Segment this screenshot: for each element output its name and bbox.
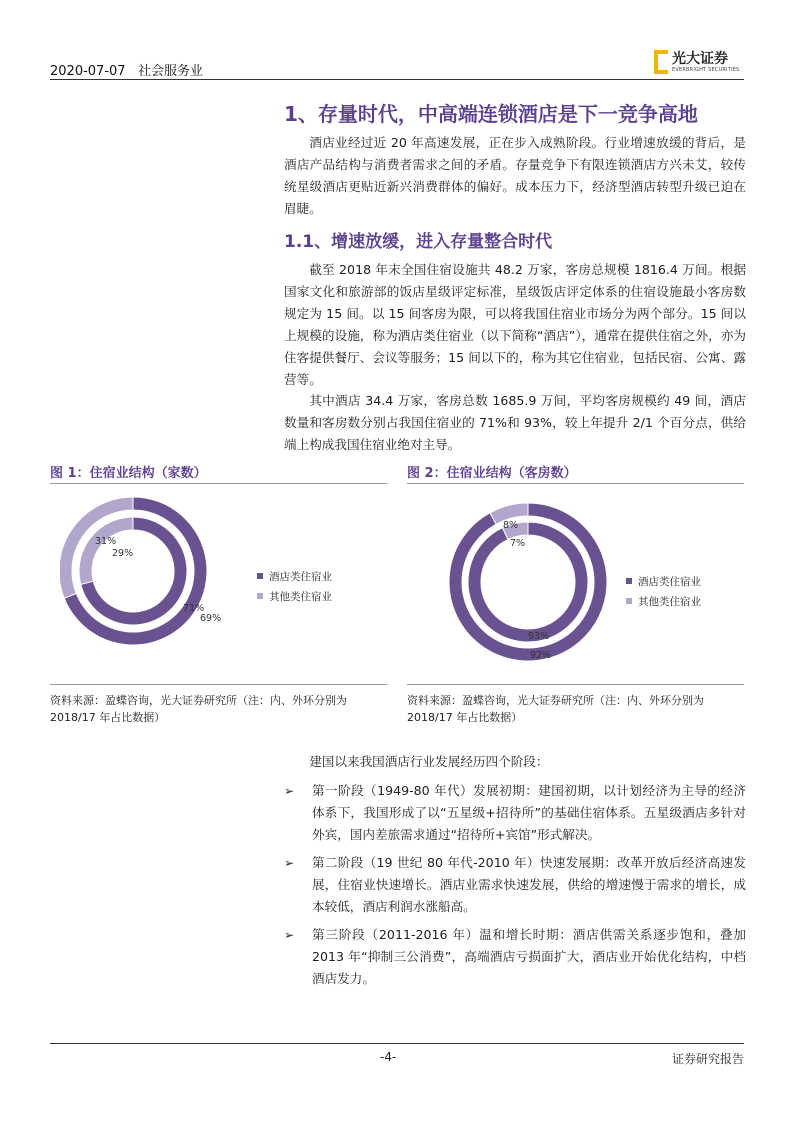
stage-3-text: 第三阶段（2011-2016 年）温和增长时期：酒店供需关系逐步饱和，叠加 2013 年“抑制三公消费”，高端酒店亏损面扩大，酒店业开始优化结构，中档酒店发力。 bbox=[312, 927, 746, 986]
stage-2-text: 第二阶段（19 世纪 80 年代-2010 年）快速发展期：改革开放后经济高速发展，住宿业快速增长。酒店业需求快速发展，供给的增速慢于需求的增长，成本较低，酒店利润水涨船高。 bbox=[312, 855, 746, 914]
logo-cn-text: 光大证券 bbox=[672, 50, 728, 67]
document-type: 证券研究报告 bbox=[672, 1052, 745, 1066]
footer-rule bbox=[50, 1043, 744, 1044]
company-logo bbox=[654, 50, 739, 74]
legend-label-hotel: 酒店类住宿业 bbox=[638, 575, 701, 588]
logo-icon bbox=[654, 50, 668, 74]
legend-item-hotel bbox=[257, 566, 332, 586]
figure-1-source: 资料来源：盈蝶咨询，光大证券研究所（注：内、外环分别为2018/17 年占比数据） bbox=[50, 694, 347, 724]
figure-2-title: 图 2：住宿业结构（客房数） bbox=[407, 466, 577, 481]
stage-1-text: 第一阶段（1949-80 年代）发展初期：建国初期，以计划经济为主导的经济体系下，我国形成了以“五星级+招待所”的基础住宿体系。五星级酒店多针对外宾，国内差旅需求通过“招待所+宾馆”形式解决。 bbox=[312, 783, 746, 842]
figure-2-chart bbox=[438, 498, 638, 673]
legend-label-hotel: 酒店类住宿业 bbox=[269, 570, 332, 583]
report-sector: 社会服务业 bbox=[137, 64, 203, 79]
figure-1-title: 图 1：住宿业结构（家数） bbox=[50, 466, 207, 481]
figure-2-top-rule bbox=[407, 483, 744, 484]
legend-swatch-hotel bbox=[626, 578, 632, 584]
logo-en-text: EVERBRIGHT SECURITIES bbox=[672, 66, 740, 73]
figure-1-label-outer-other: 31% bbox=[95, 536, 117, 547]
legend-swatch-other bbox=[257, 593, 263, 599]
page-number: -4- bbox=[380, 1050, 397, 1064]
legend-item-hotel bbox=[626, 571, 701, 591]
figure-1-bottom-rule bbox=[50, 684, 387, 685]
arrow-bullet-icon: ➢ bbox=[284, 928, 295, 942]
figure-1-label-outer-hotel: 69% bbox=[200, 613, 222, 624]
figure-2-label-inner-other: 7% bbox=[510, 538, 526, 549]
section-1-title: 1、存量时代，中高端连锁酒店是下一竞争高地 bbox=[284, 102, 698, 126]
stage-item bbox=[284, 924, 746, 990]
legend-item-other bbox=[626, 591, 701, 611]
figure-2-source: 资料来源：盈蝶咨询，光大证券研究所（注：内、外环分别为2018/17 年占比数据） bbox=[407, 694, 704, 724]
legend-label-other: 其他类住宿业 bbox=[638, 595, 701, 608]
legend-swatch-hotel bbox=[257, 573, 263, 579]
arrow-bullet-icon: ➢ bbox=[284, 856, 295, 870]
figure-1-label-inner-other: 29% bbox=[112, 548, 134, 559]
arrow-bullet-icon: ➢ bbox=[284, 784, 295, 798]
figure-1-top-rule bbox=[50, 483, 387, 484]
section-1-paragraph: 酒店业经过近 20 年高速发展，正在步入成熟阶段。行业增速放缓的背后，是酒店产品结构与消费者需求之间的矛盾。存量竞争下有限连锁酒店方兴未艾，较传统星级酒店更贴近新兴消费群体的偏好。成本压力下，经济型酒店转型升级已迫在眉睫。 bbox=[284, 135, 746, 216]
section-1-1-title: 1.1、增速放缓，进入存量整合时代 bbox=[284, 232, 553, 252]
inner-ring-slice-hotel bbox=[468, 522, 588, 642]
figure-1-legend bbox=[257, 566, 332, 606]
section-1-1-paragraph-2: 其中酒店 34.4 万家，客房总数 1685.9 万间，平均客房规模约 49 间，酒店数量和客房数分别占我国住宿业的 71%和 93%，较上年提升 2/1 个百分点，供给端上构成我国住宿业绝对主导。 bbox=[284, 393, 746, 452]
report-date: 2020-07-07 bbox=[50, 64, 126, 79]
figure-1-chart bbox=[60, 495, 260, 665]
stages-intro: 建国以来我国酒店行业发展经历四个阶段： bbox=[309, 754, 549, 769]
legend-swatch-other bbox=[626, 598, 632, 604]
stages-list bbox=[284, 780, 746, 996]
stage-item bbox=[284, 852, 746, 918]
legend-item-other bbox=[257, 586, 332, 606]
report-date-sector bbox=[50, 60, 203, 79]
figure-2-label-outer-other: 8% bbox=[503, 520, 519, 531]
stage-item bbox=[284, 780, 746, 846]
section-1-1-paragraph-1: 截至 2018 年末全国住宿设施共 48.2 万家，客房总规模 1816.4 万间。根据国家文化和旅游部的饭店星级评定标准，星级饭店评定体系的住宿设施最小客房数规定为 15 间。以 15 间客房为限，可以将我国住宿业市场分为两个部分。15 间以上规模的设施，称为酒店类住宿业（以下简称“酒店”），通常在提供住宿之外，亦为住客提供餐厅、会议等服务；15 间以下的，称为其它住宿业，包括民宿、公寓、露营等。 bbox=[284, 262, 746, 387]
header-rule bbox=[50, 79, 744, 80]
figure-2-bottom-rule bbox=[407, 684, 744, 685]
figure-2-label-outer-hotel: 92% bbox=[530, 650, 552, 661]
legend-label-other: 其他类住宿业 bbox=[269, 590, 332, 603]
figure-2-label-inner-hotel: 93% bbox=[528, 631, 550, 642]
figure-1-rings bbox=[60, 497, 207, 645]
figure-1-label-inner-hotel: 71% bbox=[183, 603, 205, 614]
figure-2-legend bbox=[626, 571, 701, 611]
